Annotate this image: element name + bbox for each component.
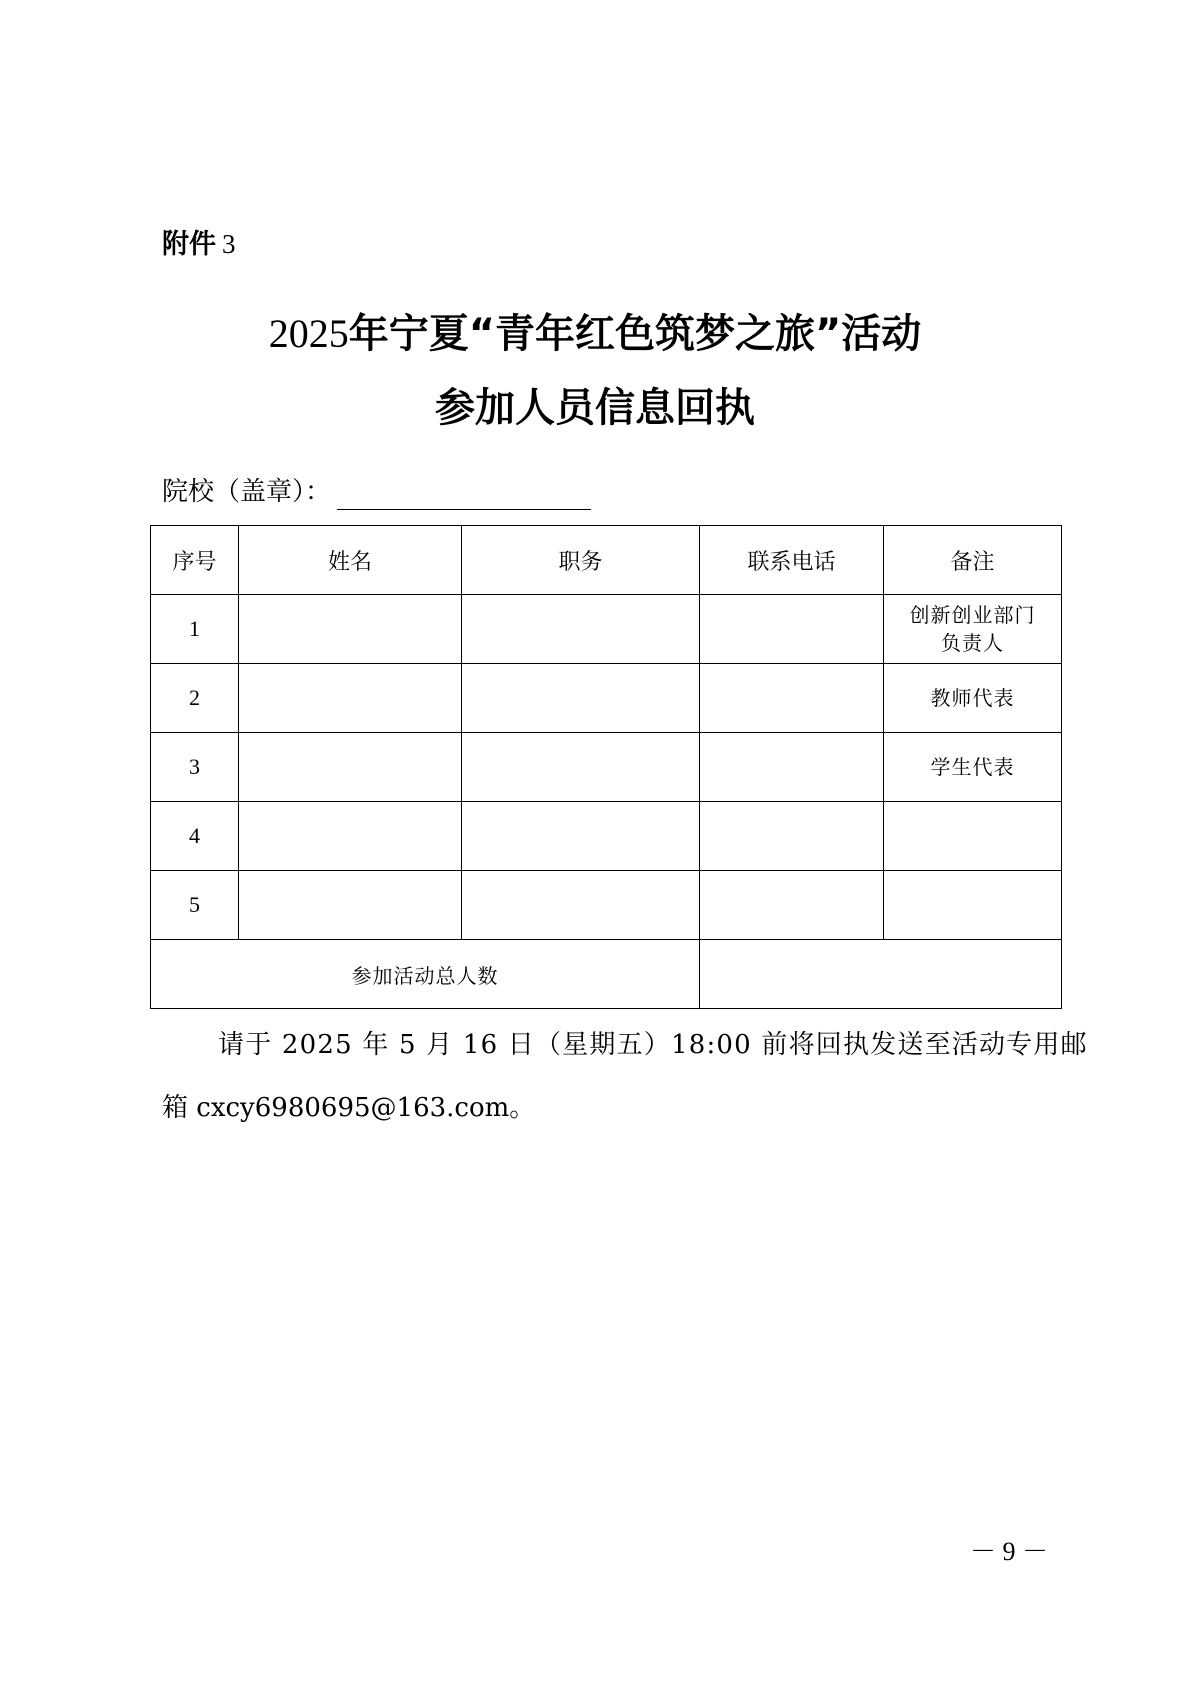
- attachment-number: 3: [222, 229, 236, 259]
- document-title-line2: 参加人员信息回执: [435, 385, 755, 431]
- header-phone: 联系电话: [700, 526, 884, 595]
- name-cell[interactable]: [239, 664, 462, 733]
- document-title-line1: [0, 306, 1190, 362]
- position-cell[interactable]: [462, 595, 700, 664]
- phone-cell[interactable]: [700, 802, 884, 871]
- note-cell[interactable]: [884, 871, 1062, 940]
- title-line1-text: 年宁夏“青年红色筑梦之旅”活动: [348, 311, 922, 357]
- header-name: 姓名: [239, 526, 462, 595]
- header-index: 序号: [151, 526, 239, 595]
- table-row: [151, 595, 1062, 664]
- instruction-email: 箱 cxcy6980695@163.com。: [162, 1093, 536, 1123]
- phone-cell[interactable]: [700, 871, 884, 940]
- table-row: [151, 802, 1062, 871]
- note-line: 创新创业部门: [909, 603, 1036, 627]
- attachment-label: [162, 226, 236, 263]
- name-cell[interactable]: [239, 595, 462, 664]
- school-field-label: 院校（盖章）：: [162, 477, 332, 507]
- note-cell: [884, 664, 1062, 733]
- row-index: 5: [151, 871, 239, 940]
- note-line: 学生代表: [930, 755, 1015, 779]
- total-participants-label: 参加活动总人数: [151, 940, 700, 1009]
- header-note: 备注: [884, 526, 1062, 595]
- table-row: [151, 871, 1062, 940]
- school-field: [162, 474, 591, 510]
- page-number: － 9 －: [970, 1537, 1049, 1566]
- instruction-text: 请于 2025 年 5 月 16 日（星期五）18:00 前将回执发送至活动专用邮: [218, 1030, 1088, 1060]
- name-cell[interactable]: [239, 802, 462, 871]
- total-row: [151, 940, 1062, 1009]
- row-index: 4: [151, 802, 239, 871]
- note-cell: [884, 733, 1062, 802]
- position-cell[interactable]: [462, 802, 700, 871]
- attachment-text: 附件: [162, 229, 216, 260]
- phone-cell[interactable]: [700, 664, 884, 733]
- note-cell[interactable]: [884, 802, 1062, 871]
- row-index: 3: [151, 733, 239, 802]
- participant-table: [150, 525, 1062, 1009]
- total-participants-value[interactable]: [700, 940, 1062, 1009]
- note-line: 教师代表: [930, 686, 1015, 710]
- phone-cell[interactable]: [700, 595, 884, 664]
- position-cell[interactable]: [462, 733, 700, 802]
- table-row: [151, 664, 1062, 733]
- title-year: 2025: [268, 311, 349, 356]
- table-header-row: [151, 526, 1062, 595]
- note-cell: [884, 595, 1062, 664]
- row-index: 1: [151, 595, 239, 664]
- note-line: 负责人: [941, 631, 1004, 655]
- row-index: 2: [151, 664, 239, 733]
- position-cell[interactable]: [462, 664, 700, 733]
- school-field-blank[interactable]: [337, 479, 591, 510]
- name-cell[interactable]: [239, 733, 462, 802]
- table-row: [151, 733, 1062, 802]
- phone-cell[interactable]: [700, 733, 884, 802]
- name-cell[interactable]: [239, 871, 462, 940]
- header-position: 职务: [462, 526, 700, 595]
- position-cell[interactable]: [462, 871, 700, 940]
